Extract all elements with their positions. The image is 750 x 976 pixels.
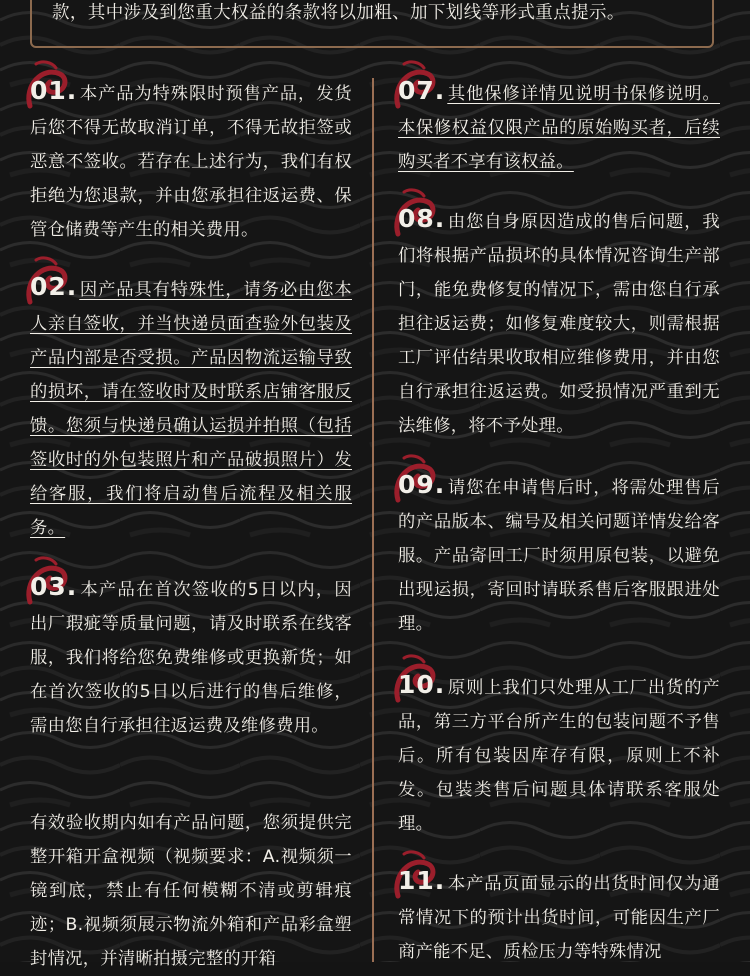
clause-number: 07. [398,76,446,105]
intro-text: 款，其中涉及到您重大权益的条款将以加粗、加下划线等形式重点提示。 [52,3,625,23]
clause-number: 11. [398,866,446,895]
inspection-note [30,806,352,976]
clause-number: 03. [30,572,78,601]
clause-03 [30,570,352,743]
clause-text: 本产品页面显示的出货时间仅为通常情况下的预计出货时间，可能因生产厂商产能不足、质检压力等特殊情况 [398,874,720,962]
clause-09 [398,468,720,641]
clause-text: 其他保修详情见说明书保修说明。本保修权益仅限产品的原始购买者，后续购买者不享有该权益。 [398,84,720,172]
clause-number: 02. [30,272,78,301]
clause-text: 因产品具有特殊性，请务必由您本人亲自签收，并当快递员面查验外包装及产品内部是否受损。产品因物流运输导致的损坏，请在签收时及时联系店铺客服反馈。您须与快递员确认运损并拍照（包括签收时的外包装照片和产品破损照片）发给客服，我们将启动售后流程及相关服务。 [30,280,352,538]
clause-text: 本产品为特殊限时预售产品，发货后您不得无故取消订单，不得无故拒签或恶意不签收。若存在上述行为，我们有权拒绝为您退款，并由您承担往返运费、保管仓储费等产生的相关费用。 [30,84,352,240]
clause-08 [398,202,720,443]
clause-number: 10. [398,670,446,699]
inspection-text: 有效验收期内如有产品问题，您须提供完整开箱开盒视频（视频要求：A.视频须一镜到底，禁止有任何模糊不清或剪辑痕迹；B.视频须展示物流外箱和产品彩盒塑封情况，并清晰拍摄完整的开箱 [30,813,352,969]
clause-text: 本产品在首次签收的5日以内，因出厂瑕疵等质量问题，请及时联系在线客服，我们将给您免费维修或更换新货；如在首次签收的5日以后进行的售后维修，需由您自行承担往返运费及维修费用。 [30,580,352,736]
clause-number: 09. [398,470,446,499]
clause-number: 08. [398,204,446,233]
clause-07 [398,74,720,179]
clause-11 [398,864,720,969]
clause-text: 由您自身原因造成的售后问题，我们将根据产品损坏的具体情况咨询生产部门，能免费修复的情况下，需由您自行承担往返运费；如修复难度较大，则需根据工厂评估结果收取相应维修费用，并由您自行承担往返运费。如受损情况严重到无法维修，将不予处理。 [398,212,720,436]
clause-text: 原则上我们只处理从工厂出货的产品，第三方平台所产生的包装问题不予售后。所有包装因库存有限，原则上不补发。包装类售后问题具体请联系客服处理。 [398,678,720,834]
clause-number: 01. [30,76,78,105]
clause-02 [30,270,352,545]
clause-text: 请您在申请售后时，将需处理售后的产品版本、编号及相关问题详情发给客服。产品寄回工厂时须用原包装，以避免出现运损，寄回时请联系售后客服跟进处理。 [398,478,720,634]
clause-01 [30,74,352,247]
column-divider [372,78,374,962]
clause-10 [398,668,720,841]
